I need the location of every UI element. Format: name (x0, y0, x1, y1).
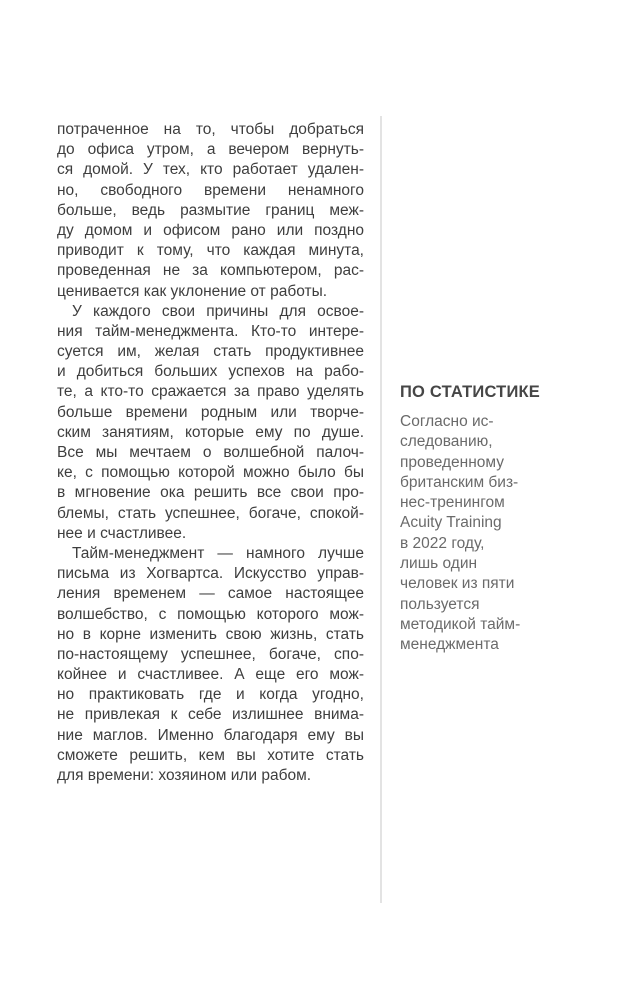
text-line: ским занятиям, которые ему по душе. (57, 423, 364, 441)
vertical-divider (380, 116, 382, 903)
sidebar-text-line: проведенному (400, 453, 504, 471)
text-line: ке, с помощью которой можно было бы (57, 464, 364, 482)
sidebar-text-line: методикой тайм- (400, 615, 521, 633)
text-line: не привлекая к себе излишнее внима- (57, 706, 364, 724)
text-line: потраченное на то, чтобы добраться (57, 121, 364, 138)
text-line: письма из Хогвартса. Искусство управ- (57, 565, 364, 583)
text-line: но в корне изменить свою жизнь, стать (57, 625, 364, 643)
text-line: но, свободного времени ненамного (57, 181, 364, 199)
text-line: ценивается как уклонение от работы. (57, 282, 328, 300)
text-line: Тайм-менеджмент — намного лучше (72, 544, 364, 562)
main-text-column (57, 120, 364, 786)
text-line: приводит к тому, что каждая минута, (57, 242, 364, 260)
text-line: волшебство, с помощью которого мож- (57, 605, 364, 623)
text-line: койнее и счастливее. А еще его мож- (57, 666, 364, 684)
statistics-sidebar (400, 382, 575, 656)
text-line: для времени: хозяином или рабом. (57, 767, 312, 784)
sidebar-text-line: человек из пяти (400, 575, 515, 593)
text-line: в мгновение ока решить все свои про- (57, 484, 364, 502)
sidebar-text-line: следованию, (400, 433, 493, 451)
text-line: суется им, желая стать продуктивнее (57, 343, 364, 361)
text-line: больше, ведь размытие границ меж- (57, 201, 364, 219)
text-line: до офиса утром, а вечером вернуть- (57, 141, 364, 159)
sidebar-text-line: Согласно ис- (400, 413, 494, 430)
text-line: те, а кто-то сражается за право уделять (57, 383, 364, 401)
text-line: но практиковать где и когда угодно, (57, 686, 364, 704)
text-line: блемы, стать успешнее, богаче, спокой- (57, 504, 364, 522)
text-line: ления временем — самое настоящее (57, 585, 364, 603)
sidebar-text-line: пользуется (400, 595, 480, 613)
text-line: проведенная не за компьютером, рас- (57, 262, 364, 280)
sidebar-body (400, 412, 575, 656)
sidebar-text-line: британским биз- (400, 473, 519, 491)
text-line: больше времени родным или творче- (57, 403, 364, 421)
text-line: по-настоящему успешнее, богаче, спо- (57, 645, 364, 663)
sidebar-text-line: Acuity Training (400, 514, 502, 532)
sidebar-text-line: нес-тренингом (400, 494, 505, 512)
text-line: ду домом и офисом рано или поздно (57, 221, 364, 239)
text-line: Все мы мечтаем о волшебной палоч- (57, 444, 364, 461)
text-line: нее и счастливее. (57, 524, 187, 542)
sidebar-heading: ПО СТАТИСТИКЕ (400, 383, 540, 401)
text-line: и добиться больших успехов на рабо- (57, 363, 364, 381)
sidebar-text-line: лишь один (400, 555, 478, 573)
sidebar-text-line: в 2022 году, (400, 534, 485, 552)
text-line: сможете решить, кем вы хотите стать (57, 746, 364, 764)
text-line: ние маглов. Именно благодаря ему вы (57, 726, 364, 744)
text-line: ния тайм-менеджмента. Кто-то интере- (57, 322, 364, 340)
text-line: У каждого свои причины для освое- (72, 302, 364, 320)
text-line: ся домой. У тех, кто работает удален- (57, 161, 364, 179)
sidebar-text-line: менеджмента (400, 636, 499, 654)
